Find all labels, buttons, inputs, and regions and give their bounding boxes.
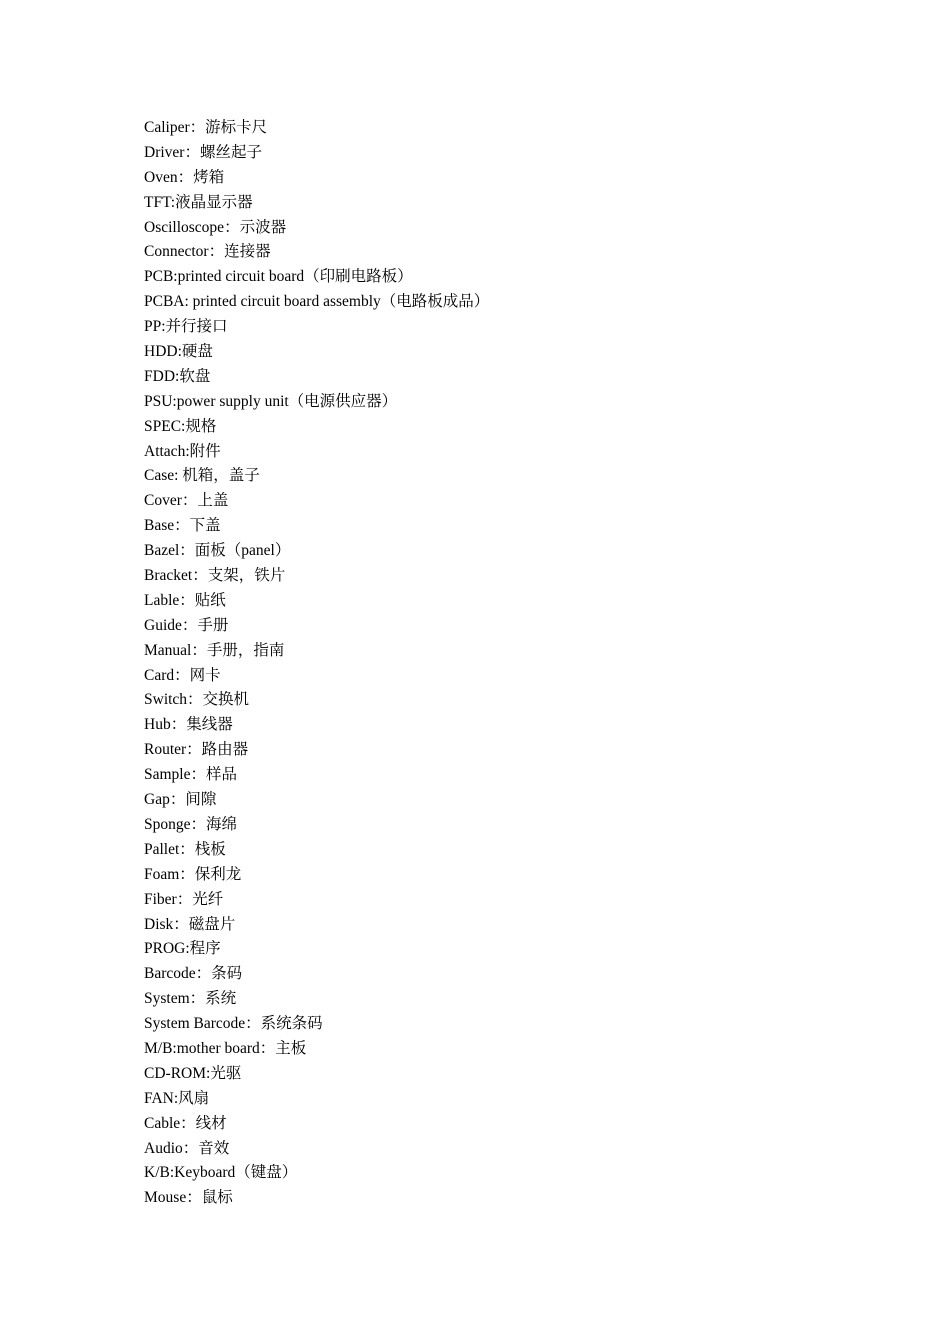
glossary-entry: Sample：样品 [144, 766, 237, 784]
glossary-entry: Manual：手册，指南 [144, 641, 285, 659]
glossary-entry: TFT:液晶显示器 [144, 193, 253, 211]
glossary-entry: Bazel：面板（panel） [144, 542, 291, 560]
glossary-entry: HDD:硬盘 [144, 343, 213, 361]
glossary-entry: FDD:软盘 [144, 367, 211, 385]
glossary-entry: Gap：间隙 [144, 791, 217, 809]
glossary-entry: FAN:风扇 [144, 1089, 210, 1107]
glossary-entry: Case: 机箱，盖子 [144, 467, 260, 485]
glossary-entry: Connector：连接器 [144, 243, 271, 261]
glossary-entry: System：系统 [144, 990, 237, 1008]
glossary-list [144, 116, 844, 1211]
glossary-entry: Foam：保利龙 [144, 865, 242, 883]
glossary-entry: Mouse：鼠标 [144, 1189, 233, 1207]
glossary-entry: Attach:附件 [144, 442, 221, 460]
glossary-entry: Hub：集线器 [144, 716, 233, 734]
glossary-entry: Cover：上盖 [144, 492, 229, 510]
glossary-entry: Driver：螺丝起子 [144, 143, 262, 161]
glossary-entry: Disk：磁盘片 [144, 915, 236, 933]
glossary-entry: Caliper：游标卡尺 [144, 119, 268, 136]
glossary-entry: Switch：交换机 [144, 691, 250, 709]
glossary-entry: Barcode：条码 [144, 965, 243, 983]
glossary-entry: Router：路由器 [144, 741, 249, 759]
glossary-entry: PCB:printed circuit board（印刷电路板） [144, 268, 413, 286]
glossary-entry: Audio：音效 [144, 1139, 230, 1157]
glossary-entry: PP:并行接口 [144, 318, 228, 336]
glossary-entry: PCBA: printed circuit board assembly（电路板成品） [144, 293, 490, 311]
glossary-entry: M/B:mother board：主板 [144, 1039, 307, 1057]
glossary-entry: Lable：贴纸 [144, 591, 226, 609]
glossary-entry: System Barcode：系统条码 [144, 1015, 323, 1033]
glossary-entry: PSU:power supply unit（电源供应器） [144, 392, 398, 410]
glossary-entry: PROG:程序 [144, 940, 221, 958]
glossary-entry: Guide：手册 [144, 616, 229, 634]
glossary-entry: Cable：线材 [144, 1114, 227, 1132]
glossary-entry: Pallet：栈板 [144, 840, 226, 858]
glossary-entry: K/B:Keyboard（键盘） [144, 1164, 298, 1182]
glossary-entry: Oven：烤箱 [144, 168, 225, 186]
glossary-entry: Fiber：光纤 [144, 890, 224, 908]
glossary-entry: Oscilloscope：示波器 [144, 218, 287, 236]
glossary-entry: Bracket：支架，铁片 [144, 567, 286, 585]
glossary-entry: Sponge：海绵 [144, 815, 238, 833]
glossary-entry: Card：网卡 [144, 666, 221, 684]
glossary-entry: Base：下盖 [144, 517, 221, 535]
glossary-entry: CD-ROM:光驱 [144, 1064, 242, 1082]
glossary-entry: SPEC:规格 [144, 417, 217, 435]
